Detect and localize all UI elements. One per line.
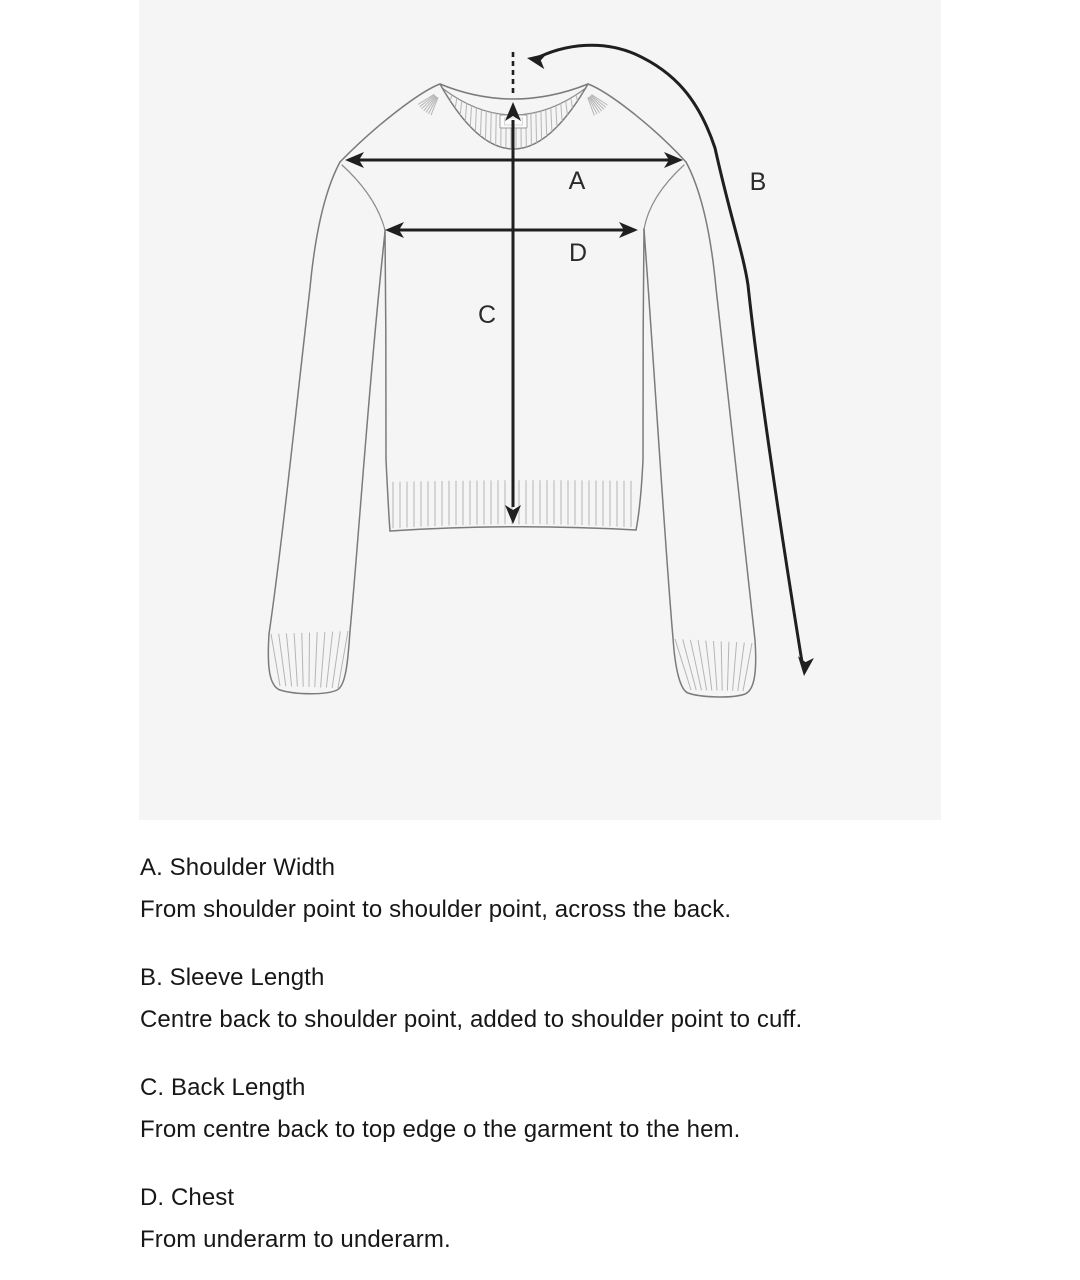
diagram-panel [139,0,941,820]
measurement-description: From shoulder point to shoulder point, across the back. [140,896,732,923]
measure-label-a: A [568,167,586,195]
sweater-measurement-illustration [139,0,941,820]
measurement-title: C. Back Length [140,1074,306,1101]
measurement-arrows [345,45,814,677]
measurement-title: D. Chest [140,1184,235,1211]
measurement-item [140,1067,940,1151]
measurement-description: Centre back to shoulder point, added to shoulder point to cuff. [140,1006,803,1033]
measurement-item [140,847,940,931]
measurement-legend [0,820,1080,1261]
measurement-description: From underarm to underarm. [140,1226,451,1253]
measurement-title: A. Shoulder Width [140,854,336,881]
measure-label-d: D [568,239,588,267]
measure-label-b: B [749,168,767,196]
arrow-b [526,45,814,677]
measurement-description: From centre back to top edge o the garment to the hem. [140,1116,741,1143]
measure-label-c: C [477,301,497,329]
measurement-item [140,1177,940,1261]
measurement-item [140,957,940,1041]
measurement-title: B. Sleeve Length [140,964,325,991]
